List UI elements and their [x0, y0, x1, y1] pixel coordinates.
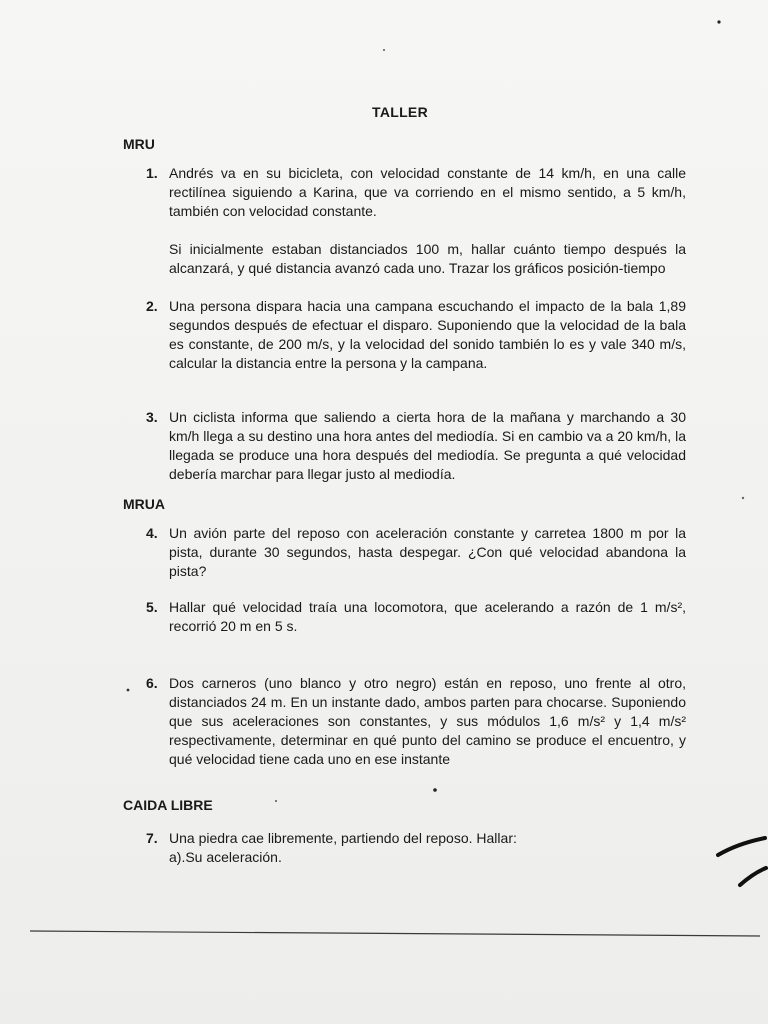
problem-text [169, 674, 686, 769]
speck [717, 20, 720, 23]
problem-2 [146, 297, 686, 373]
problem-paragraph: Hallar qué velocidad traía una locomotora, que acelerando a razón de 1 m/s², recorrió 20 m en 5 s. [169, 599, 686, 634]
problem-number: 7. [146, 830, 158, 846]
speck [433, 788, 437, 792]
problem-number: 4. [146, 525, 158, 541]
problem-5 [146, 598, 686, 636]
speck [275, 800, 277, 802]
section-heading-caida-libre: CAIDA LIBRE [123, 797, 213, 813]
horizontal-rule [30, 931, 760, 936]
problem-paragraph: Una piedra cae libremente, partiendo del reposo. Hallar: [169, 830, 517, 846]
problem-3 [146, 408, 686, 484]
problem-number: 3. [146, 409, 158, 425]
speck [742, 497, 744, 499]
problem-paragraph: Dos carneros (uno blanco y otro negro) están en reposo, uno frente al otro, distanciados 24 m. En un instante dado, ambos parten para chocarse. Suponiendo que sus aceleraciones son constantes, y sus módulos 1,6 m/s² y 1,4 m/s² respectivamente, determinar en qué punto del camino se produce el encuentro, y qué velocidad tiene cada uno en ese instante [169, 675, 686, 767]
page-title: TALLER [372, 104, 428, 120]
problem-text [169, 829, 686, 867]
problem-paragraph: Un avión parte del reposo con aceleración constante y carretea 1800 m por la pista, durante 30 segundos, hasta despegar. ¿Con qué velocidad abandona la pista? [169, 525, 686, 579]
problem-7 [146, 829, 686, 867]
speck [383, 49, 385, 51]
problem-paragraph: Andrés va en su bicicleta, con velocidad constante de 14 km/h, en una calle rectilínea siguiendo a Karina, que va corriendo en el mismo sentido, a 5 km/h, también con velocidad constante. [169, 165, 686, 219]
problem-paragraph: Un ciclista informa que saliendo a cierta hora de la mañana y marchando a 30 km/h llega a su destino una hora antes del mediodía. Si en cambio va a 20 km/h, la llegada se produce una hora después del mediodía. Se pregunta a qué velocidad debería marchar para llegar justo al mediodía. [169, 409, 686, 482]
section-heading-mru: MRU [123, 136, 155, 152]
ink-stroke-top [718, 838, 765, 855]
section-heading-mrua: MRUA [123, 496, 165, 512]
problem-number: 1. [146, 165, 158, 181]
problem-text [169, 408, 686, 484]
problem-number: 2. [146, 298, 158, 314]
problem-6 [146, 674, 686, 769]
problem-1 [146, 164, 686, 278]
problem-text [169, 164, 686, 278]
ink-stroke-bottom [740, 868, 766, 885]
speck [127, 689, 130, 692]
problem-text [169, 297, 686, 373]
problem-text [169, 598, 686, 636]
problem-number: 6. [146, 675, 158, 691]
problem-4 [146, 524, 686, 581]
problem-text [169, 524, 686, 581]
problem-paragraph: Una persona dispara hacia una campana escuchando el impacto de la bala 1,89 segundos después de efectuar el disparo. Suponiendo que la velocidad de la bala es constante, de 200 m/s, y la velocidad del sonido también lo es y vale 340 m/s, calcular la distancia entre la persona y la campana. [169, 298, 686, 371]
problem-paragraph: Si inicialmente estaban distanciados 100 m, hallar cuánto tiempo después la alcanzará, y qué distancia avanzó cada uno. Trazar los gráficos posición-tiempo [169, 241, 686, 276]
problem-paragraph: a).Su aceleración. [169, 849, 282, 865]
problem-number: 5. [146, 599, 158, 615]
